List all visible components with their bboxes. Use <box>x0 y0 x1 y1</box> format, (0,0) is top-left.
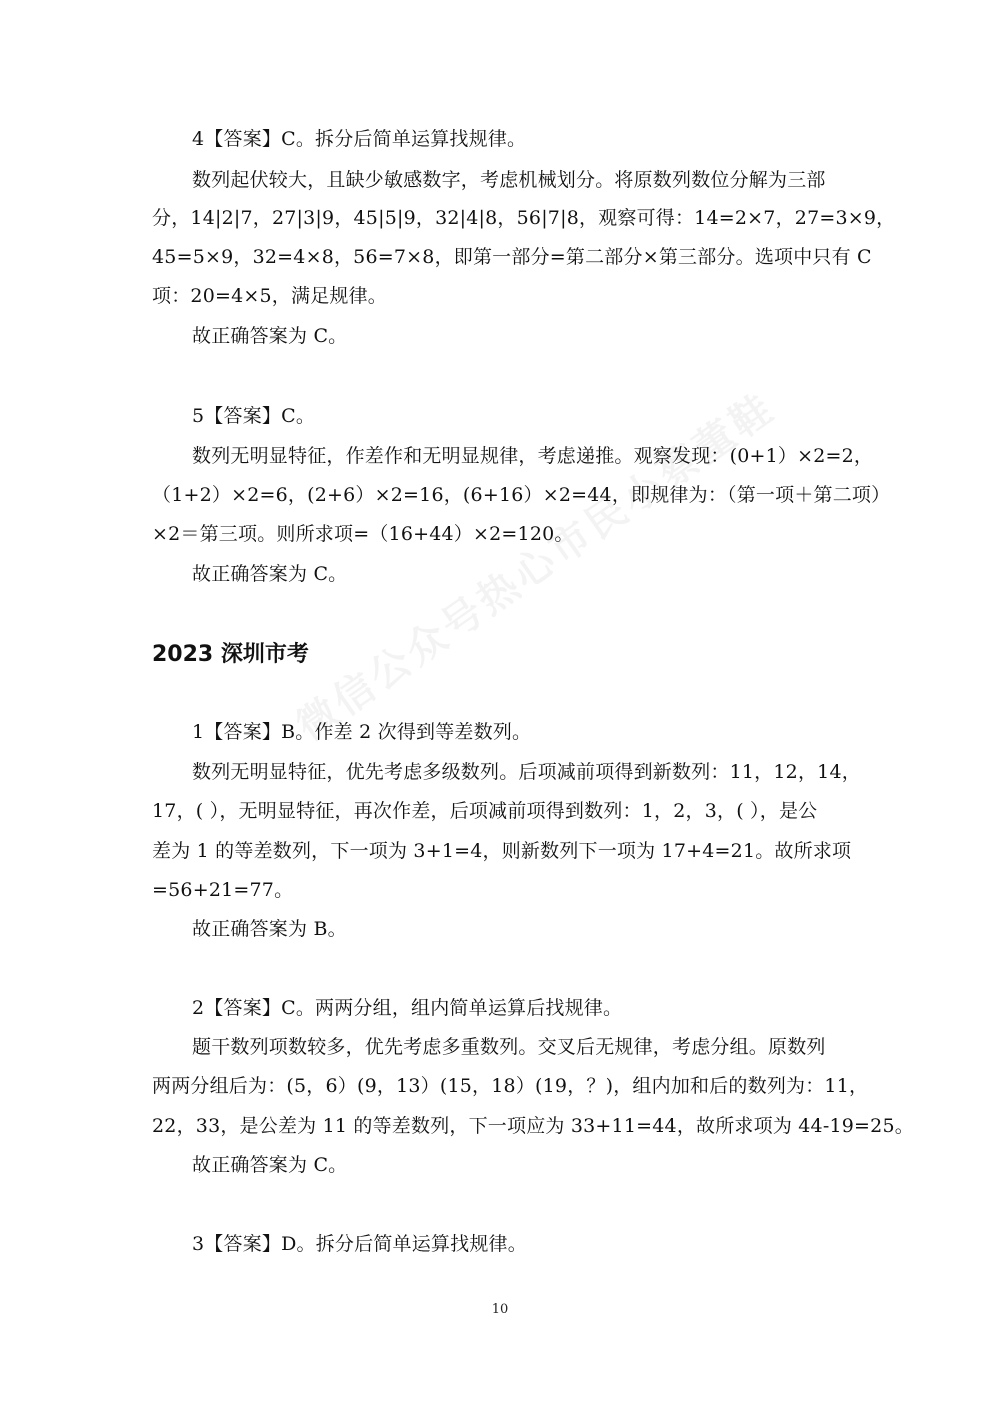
answer-5-conclusion: 故正确答案为 C。 <box>192 563 348 585</box>
answer-1-text-line: 17，( ），无明显特征，再次作差，后项减前项得到数列：1，2，3，( ），是公 <box>152 800 818 822</box>
answer-4-text-line: 分，14|2|7，27|3|9，45|5|9，32|4|8，56|7|8，观察可得：14=2×7，27=3×9， <box>152 207 896 229</box>
answer-1-text-line: =56+21=77。 <box>152 879 294 901</box>
page-number: 10 <box>491 1302 509 1317</box>
answer-2-conclusion: 故正确答案为 C。 <box>192 1154 348 1176</box>
answer-1-header: 1【答案】B。作差 2 次得到等差数列。 <box>192 721 532 743</box>
answer-5-text-line: 数列无明显特征，作差作和无明显规律，考虑递推。观察发现：(0+1）×2=2， <box>192 445 874 467</box>
answer-1-conclusion: 故正确答案为 B。 <box>192 918 347 940</box>
answer-5-text-line: ×2＝第三项。则所求项=（16+44）×2=120。 <box>152 523 574 545</box>
answer-5-header: 5【答案】C。 <box>192 405 316 427</box>
section-heading: 2023 深圳市考 <box>152 642 309 667</box>
answer-2-header: 2【答案】C。两两分组，组内简单运算后找规律。 <box>192 997 623 1019</box>
answer-4-text-line: 项：20=4×5，满足规律。 <box>152 285 387 307</box>
answer-2-text-line: 题干数列项数较多，优先考虑多重数列。交叉后无规律，考虑分组。原数列 <box>192 1036 826 1058</box>
answer-4-header: 4【答案】C。拆分后简单运算找规律。 <box>192 128 527 150</box>
answer-1-text-line: 差为 1 的等差数列，下一项为 3+1=4，则新数列下一项为 17+4=21。故所求项 <box>152 840 852 862</box>
answer-2-text-line: 两两分组后为：(5，6）(9，13）(15，18）(19，？)，组内加和后的数列为：11， <box>152 1075 869 1097</box>
answer-5-text-line: （1+2）×2=6，(2+6）×2=16，(6+16）×2=44，即规律为：（第一项＋第二项） <box>152 484 891 506</box>
answer-2-text-line: 22，33，是公差为 11 的等差数列，下一项应为 33+11=44，故所求项为 44-19=25。 <box>152 1115 914 1137</box>
answer-4-text-line: 45=5×9，32=4×8，56=7×8，即第一部分=第二部分×第三部分。选项中只有 C <box>152 246 872 268</box>
answer-3-header: 3【答案】D。拆分后简单运算找规律。 <box>192 1233 527 1255</box>
answer-4-conclusion: 故正确答案为 C。 <box>192 325 348 347</box>
answer-1-text-line: 数列无明显特征，优先考虑多级数列。后项减前项得到新数列：11，12，14， <box>192 761 861 783</box>
answer-4-text-line: 数列起伏较大，且缺少敏感数字，考虑机械划分。将原数列数位分解为三部 <box>192 169 826 191</box>
